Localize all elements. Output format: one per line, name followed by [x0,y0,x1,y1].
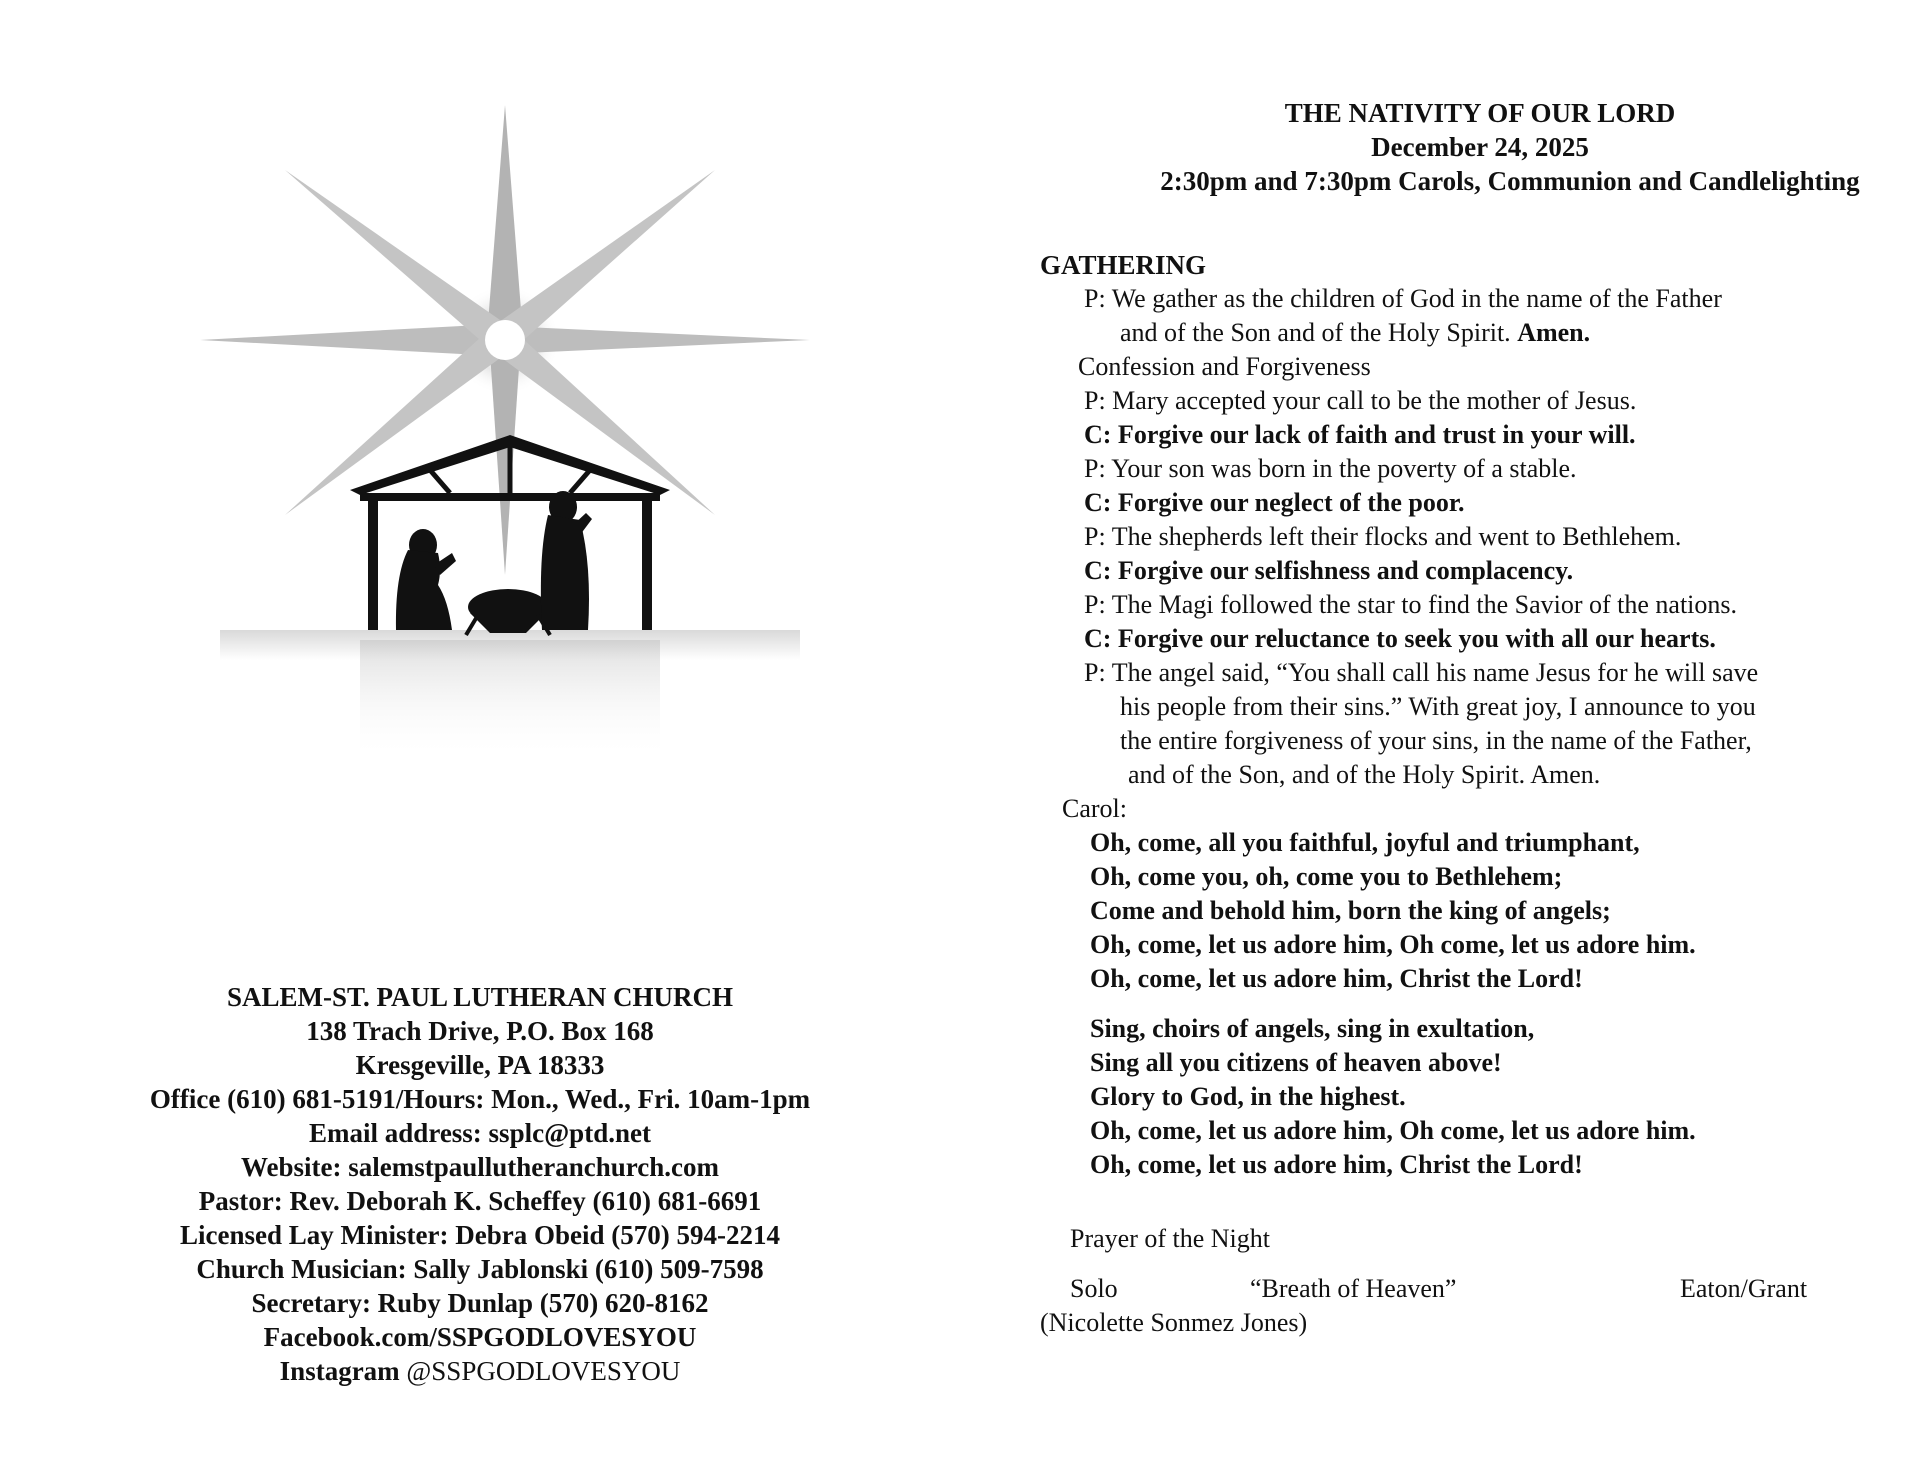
pastor-line-1: P: Mary accepted your call to be the mother of Jesus. [1084,386,1637,415]
prayer-of-the-night: Prayer of the Night [1070,1224,1271,1253]
joseph-silhouette-icon [541,491,592,630]
pastor-line-4: P: The Magi followed the star to find the Savior of the nations. [1084,590,1738,619]
section-gap [1040,1202,1920,1222]
carol-verse2-line: Sing all you citizens of heaven above! [1090,1048,1502,1077]
church-lay-minister: Licensed Lay Minister: Debra Obeid (570) 594-2214 [180,1220,780,1250]
service-times: 2:30pm and 7:30pm Carols, Communion and Candlelighting [1160,166,1860,196]
congregation-line-3: C: Forgive our selfishness and complacency. [1084,556,1574,585]
mary-silhouette-icon [396,529,456,630]
pastor-line-3: P: The shepherds left their flocks and went to Bethlehem. [1084,522,1682,551]
pastor-line-2: P: Your son was born in the poverty of a stable. [1084,454,1577,483]
solo-performer: (Nicolette Sonmez Jones) [1040,1308,1308,1337]
carol-verse1-line: Come and behold him, born the king of angels; [1090,896,1611,925]
church-secretary: Secretary: Ruby Dunlap (570) 620-8162 [251,1288,709,1318]
section-gap [1040,1256,1920,1272]
church-name: SALEM-ST. PAUL LUTHERAN CHURCH [226,982,734,1012]
carol-verse1-line: Oh, come, all you faithful, joyful and triumphant, [1090,828,1640,857]
carol-label: Carol: [1062,794,1127,823]
church-office: Office (610) 681-5191/Hours: Mon., Wed., Fri. 10am-1pm [149,1084,811,1114]
church-facebook: Facebook.com/SSPGODLOVESYOU [263,1322,697,1352]
manger-icon [466,589,550,635]
solo-title: “Breath of Heaven” [1250,1274,1457,1303]
greeting-text: and of the Son and of the Holy Spirit. [1120,318,1511,347]
right-panel [1040,0,1920,1479]
greeting-amen: Amen. [1517,318,1591,347]
star-icon [200,105,810,575]
absolution-line-4: and of the Son, and of the Holy Spirit. Amen. [1128,760,1601,789]
church-email: Email address: ssplc@ptd.net [309,1118,651,1148]
absolution-line-1: P: The angel said, “You shall call his name Jesus for he will save [1084,658,1759,687]
service-date: December 24, 2025 [1371,132,1589,162]
confession-heading: Confession and Forgiveness [1078,352,1371,381]
solo-composer: Eaton/Grant [1680,1274,1808,1303]
nativity-illustration [190,95,830,775]
carol-verse2-line: Glory to God, in the highest. [1090,1082,1406,1111]
instagram-label: Instagram [279,1356,400,1386]
carol-verse2-line: Sing, choirs of angels, sing in exultation, [1090,1014,1535,1043]
section-gap [1040,1182,1920,1202]
absolution-line-2: his people from their sins.” With great joy, I announce to you [1120,692,1756,721]
church-instagram [80,1354,880,1388]
verse-gap [1040,996,1920,1012]
church-address-line2: Kresgeville, PA 18333 [355,1050,605,1080]
liturgy-body [1040,248,1920,1340]
carol-verse2-line: Oh, come, let us adore him, Christ the Lord! [1090,1150,1583,1179]
congregation-line-4: C: Forgive our reluctance to seek you with all our hearts. [1084,624,1716,653]
greeting-line-1: P: We gather as the children of God in the name of the Father [1084,284,1722,313]
congregation-line-2: C: Forgive our neglect of the poor. [1084,488,1465,517]
carol-verse2-line: Oh, come, let us adore him, Oh come, let us adore him. [1090,1116,1696,1145]
church-contact-block [80,980,880,1388]
reflection-icon [360,640,660,760]
carol-verse1-line: Oh, come, let us adore him, Christ the Lord! [1090,964,1583,993]
service-header [1040,96,1920,198]
solo-label: Solo [1070,1274,1118,1303]
carol-verse1-line: Oh, come you, oh, come you to Bethlehem; [1090,862,1563,891]
instagram-handle: @SSPGODLOVESYOU [406,1356,681,1386]
carol-verse1-line: Oh, come, let us adore him, Oh come, let us adore him. [1090,930,1696,959]
solo-row [1040,1272,1920,1306]
church-website: Website: salemstpaullutheranchurch.com [241,1152,719,1182]
greeting-line-2 [1040,316,1920,350]
congregation-line-1: C: Forgive our lack of faith and trust in your will. [1084,420,1636,449]
absolution-line-3: the entire forgiveness of your sins, in the name of the Father, [1120,726,1752,755]
church-address-line1: 138 Trach Drive, P.O. Box 168 [306,1016,654,1046]
church-musician: Church Musician: Sally Jablonski (610) 509-7598 [196,1254,764,1284]
church-pastor: Pastor: Rev. Deborah K. Scheffey (610) 681-6691 [198,1186,762,1216]
gathering-heading: GATHERING [1040,250,1207,280]
service-title: THE NATIVITY OF OUR LORD [1284,98,1676,128]
